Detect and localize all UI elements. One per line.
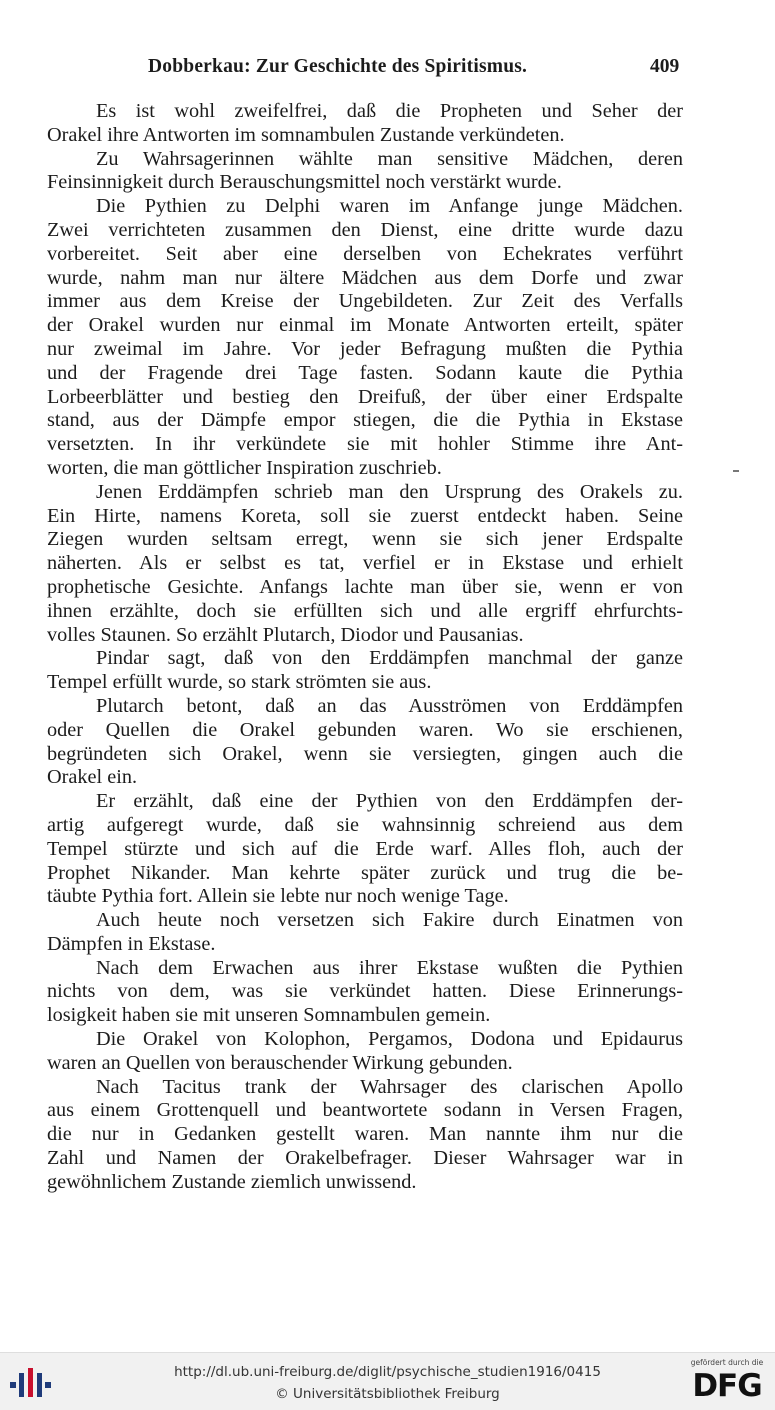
text-line: Es ist wohl zweifelfrei, daß die Propheten und Seher der [96, 100, 683, 122]
text-line: gewöhnlichem Zustande ziemlich unwissend. [47, 1170, 417, 1193]
text-line: vorbereitet. Seit aber eine derselben von Echekrates verführt [47, 242, 683, 265]
text-line: begründeten sich Orakel, wenn sie versiegten, gingen auch die [47, 742, 683, 765]
text-line: der Orakel wurden nur einmal im Monate Antworten erteilt, später [47, 314, 683, 337]
text-line: Prophet Nikander. Man kehrte später zurück und trug die be- [47, 861, 683, 884]
text-line: aus einem Grottenquell und beantwortete sodann in Versen Fragen, [47, 1099, 683, 1122]
funder-note: gefördert durch die [690, 1358, 764, 1367]
text-line: täubte Pythia fort. Allein sie lebte nur noch wenige Tage. [47, 885, 509, 908]
text-line: Auch heute noch versetzen sich Fakire durch Einatmen von [96, 909, 683, 932]
text-line: Jenen Erddämpfen schrieb man den Ursprung des Orakels zu. [96, 480, 683, 503]
margin-mark [733, 470, 739, 472]
permalink-url[interactable]: http://dl.ub.uni-freiburg.de/diglit/psychische_studien1916/0415 [174, 1364, 601, 1380]
text-line: ihnen erzählte, doch sie erfüllten sich und alle ergriff ehrfurchts- [47, 599, 683, 622]
text-line: stand, aus der Dämpfe empor stiegen, die die Pythia in Ekstase [47, 409, 683, 432]
copyright-notice: © Universitätsbibliothek Freiburg [275, 1386, 500, 1402]
text-line: artig aufgeregt wurde, daß sie wahnsinnig schreiend aus dem [47, 813, 683, 836]
text-line: Zwei verrichteten zusammen den Dienst, eine dritte wurde dazu [47, 218, 683, 241]
body-text [47, 100, 683, 1195]
text-line: versetzten. In ihr verkündete sie mit hohler Stimme ihre Ant- [47, 433, 683, 456]
text-line: Orakel ein. [47, 766, 138, 789]
text-line: prophetische Gesichte. Anfangs lachte man über sie, wenn er von [47, 575, 683, 598]
text-line: Pindar sagt, daß von den Erddämpfen manchmal der ganze [96, 647, 683, 670]
text-line: Lorbeerblätter und bestieg den Dreifuß, der über einer Erdspalte [47, 385, 683, 408]
text-line: die nur in Gedanken gestellt waren. Man nannte ihm nur die [47, 1123, 683, 1146]
text-line: Dämpfen in Ekstase. [47, 932, 216, 955]
text-line: Die Pythien zu Delphi waren im Anfange junge Mädchen. [96, 195, 683, 218]
text-line: Tempel stürzte und sich auf die Erde warf. Alles floh, auch der [47, 837, 683, 860]
text-line: worten, die man göttlicher Inspiration zuschrieb. [47, 456, 442, 479]
text-line: wurde, nahm man nur ältere Mädchen aus dem Dorfe und zwar [47, 266, 683, 289]
text-line: immer aus dem Kreise der Ungebildeten. Zur Zeit des Verfalls [47, 290, 683, 313]
text-line: Zu Wahrsagerinnen wählte man sensitive Mädchen, deren [96, 147, 683, 170]
text-line: Tempel erfüllt wurde, so stark strömten sie aus. [47, 671, 432, 694]
running-head [0, 56, 775, 86]
text-line: oder Quellen die Orakel gebunden waren. Wo sie erschienen, [47, 718, 683, 741]
text-line: Nach dem Erwachen aus ihrer Ekstase wußten die Pythien [96, 956, 683, 979]
text-line: und der Fragende drei Tage fasten. Sodann kaute die Pythia [47, 361, 683, 384]
text-line: Feinsinnigkeit durch Berauschungsmittel noch verstärkt wurde. [47, 171, 562, 194]
text-line: nichts von dem, was sie verkündet hatten. Diese Erinnerungs- [47, 980, 683, 1003]
text-line: Nach Tacitus trank der Wahrsager des clarischen Apollo [96, 1075, 683, 1098]
page-number: 409 [650, 56, 680, 77]
text-line: Plutarch betont, daß an das Ausströmen von Erddämpfen [96, 694, 683, 717]
running-title: Dobberkau: Zur Geschichte des Spiritismus. [148, 56, 528, 77]
text-line: näherten. Als er selbst es tat, verfiel er in Ekstase und erhielt [47, 552, 683, 575]
text-line: Die Orakel von Kolophon, Pergamos, Dodona und Epidaurus [96, 1028, 683, 1051]
text-line: losigkeit haben sie mit unseren Somnambulen gemein. [47, 1004, 491, 1027]
text-line: volles Staunen. So erzählt Plutarch, Diodor und Pausanias. [47, 623, 524, 646]
text-line: waren an Quellen von berauschender Wirkung gebunden. [47, 1051, 513, 1074]
text-line: Er erzählt, daß eine der Pythien von den Erddämpfen der- [96, 790, 683, 813]
text-line: Ziegen wurden seltsam erregt, wenn sie sich jener Erdspalte [47, 528, 683, 551]
text-line: Zahl und Namen der Orakelbefrager. Dieser Wahrsager war in [47, 1147, 683, 1170]
text-line: Orakel ihre Antworten im somnambulen Zustande verkündeten. [47, 123, 565, 146]
dfg-logo: DFG [692, 1368, 762, 1404]
text-line: Ein Hirte, namens Koreta, soll sie zuerst entdeckt haben. Seine [47, 504, 683, 527]
viewer-footer [0, 1352, 775, 1410]
text-line: nur zweimal im Jahre. Vor jeder Befragung mußten die Pythia [47, 337, 683, 360]
